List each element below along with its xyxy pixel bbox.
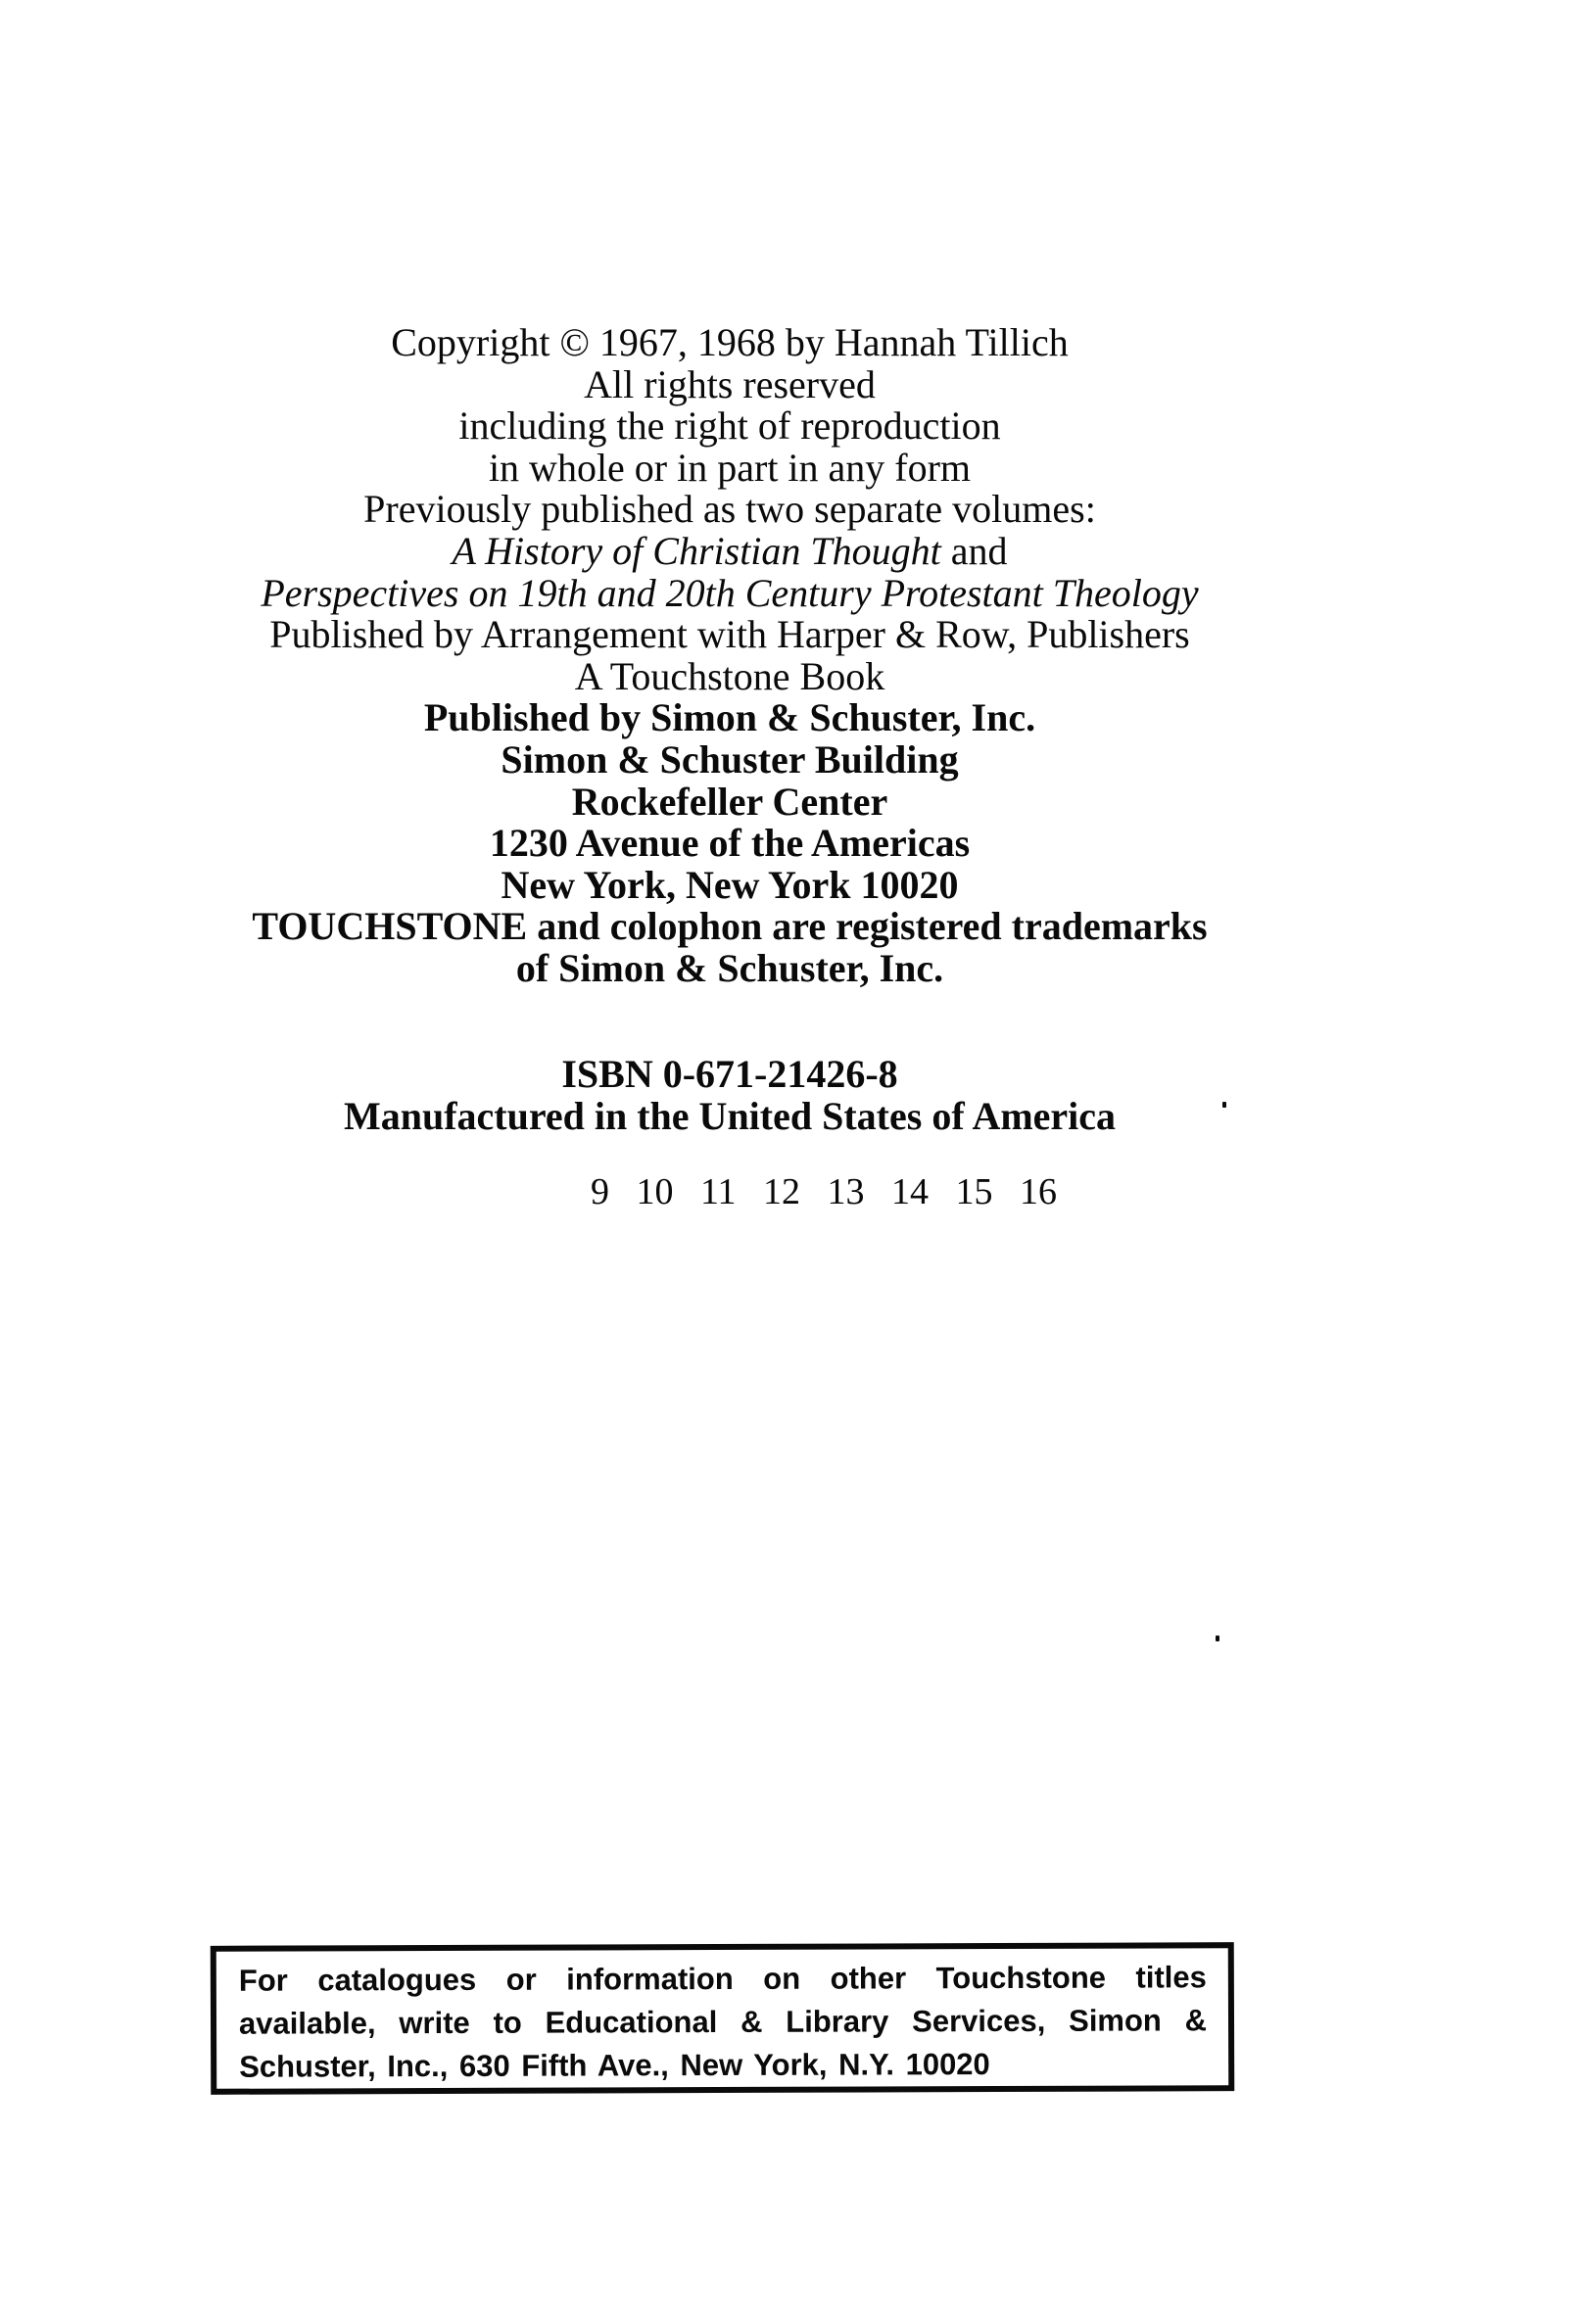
scan-speckle [1222, 1102, 1226, 1108]
manufactured-line: Manufactured in the United States of America [343, 1093, 1117, 1138]
previous-title-1-line [10, 528, 1450, 573]
previous-title-2: Perspectives on 19th and 20th Century Protestant Theology [261, 570, 1199, 615]
rockefeller-center-line: Rockefeller Center [571, 779, 888, 824]
footer-notice-text: For catalogues or information on other Touchstone titles available, write to Educational & Library Services, Simon & Schuster, Inc., 630 Fifth Ave., New York, N.Y. 10020 [238, 1960, 1208, 2084]
footer-notice-box [211, 1942, 1235, 2095]
whole-or-part-line: in whole or in part in any form [488, 445, 972, 490]
rights-reserved-line: All rights reserved [584, 361, 876, 406]
arrangement-line: Published by Arrangement with Harper & Row, Publishers [269, 612, 1190, 657]
publisher-street-line: 1230 Avenue of the Americas [489, 821, 971, 866]
isbn-block [10, 1054, 1450, 1137]
scan-speckle [1216, 1636, 1219, 1641]
publisher-city-line: New York, New York 10020 [501, 862, 959, 907]
published-by-line: Published by Simon & Schuster, Inc. [423, 695, 1036, 740]
previous-title-1: A History of Christian Thought [452, 528, 941, 573]
previous-title-1-suffix: and [950, 528, 1008, 573]
reproduction-line: including the right of reproduction [458, 403, 1001, 449]
imprint-block [10, 322, 1450, 990]
publisher-building-line: Simon & Schuster Building [501, 736, 959, 782]
previously-published-line: Previously published as two separate volumes: [363, 487, 1096, 532]
touchstone-book-line: A Touchstone Book [574, 653, 885, 698]
isbn-line: ISBN 0-671-21426-8 [561, 1052, 898, 1096]
copyright-line: Copyright © 1967, 1968 by Hannah Tillich [391, 320, 1069, 364]
printing-numbers-line: 9 10 11 12 13 14 15 16 [590, 1171, 1058, 1212]
trademark-line-1: TOUCHSTONE and colophon are registered trademarks [252, 904, 1208, 949]
trademark-line-2: of Simon & Schuster, Inc. [515, 945, 944, 990]
